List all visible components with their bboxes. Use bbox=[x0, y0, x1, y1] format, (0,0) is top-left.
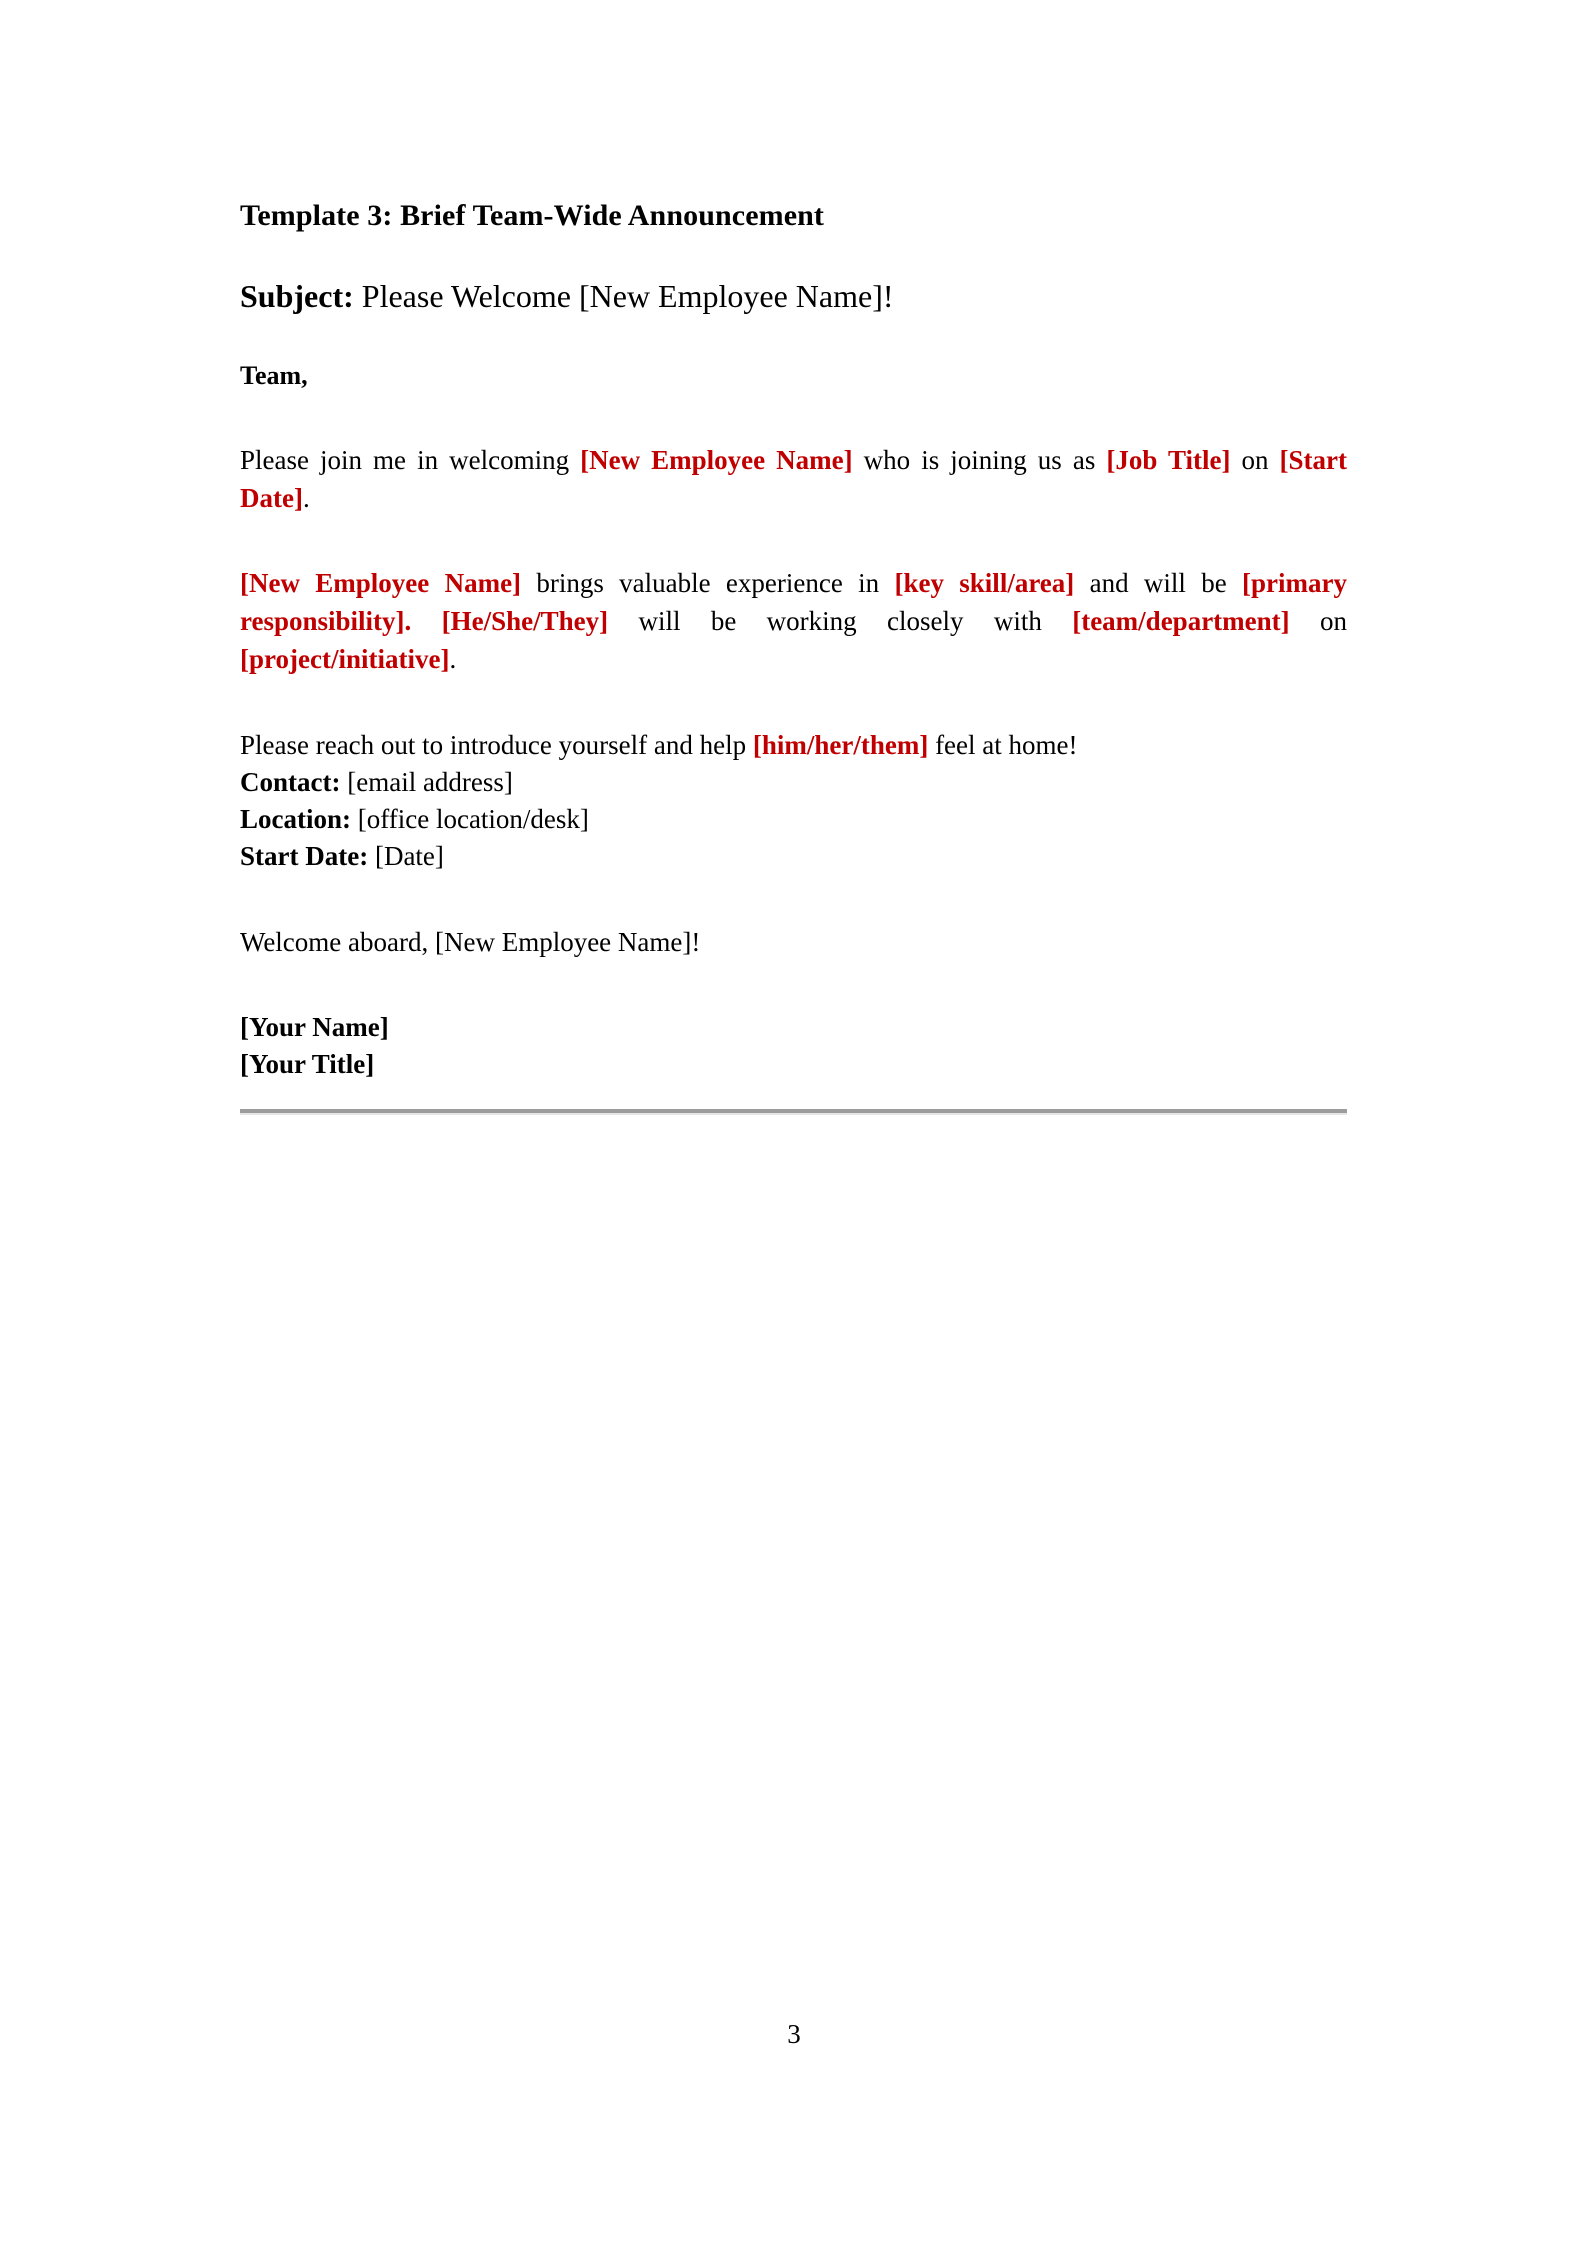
placeholder-project-initiative: [project/initiative] bbox=[240, 644, 450, 675]
placeholder-primary-responsibility: [primary responsibility]. bbox=[240, 567, 1347, 636]
intro-text-b: who is joining us as bbox=[852, 444, 1107, 475]
subject-line bbox=[240, 235, 1347, 318]
experience-text-b: and will be bbox=[1074, 567, 1243, 598]
placeholder-key-skill-area: [key skill/area] bbox=[894, 567, 1075, 598]
intro-text-c: on bbox=[1230, 444, 1280, 475]
detail-value-contact: [email address] bbox=[340, 766, 513, 797]
detail-label-location: Location: bbox=[240, 804, 351, 835]
detail-line-contact bbox=[240, 764, 1347, 801]
placeholder-new-employee-name-2: [New Employee Name] bbox=[240, 567, 522, 598]
subject-label: Subject: bbox=[240, 277, 354, 314]
experience-text-f: . bbox=[449, 644, 457, 675]
paragraph-intro bbox=[240, 393, 1347, 518]
detail-line-start-date bbox=[240, 838, 1347, 875]
experience-text-d: will be working closely with bbox=[608, 605, 1073, 636]
paragraph-experience bbox=[240, 518, 1347, 679]
experience-text-e: on bbox=[1289, 605, 1348, 636]
welcome-aboard-line: Welcome aboard, [New Employee Name]! bbox=[240, 926, 701, 957]
section-divider-wrap bbox=[240, 1083, 1347, 1113]
detail-label-start-date: Start Date: bbox=[240, 841, 369, 872]
detail-value-location: [office location/desk] bbox=[351, 804, 589, 835]
intro-text-a: Please join me in welcoming bbox=[240, 444, 581, 475]
salutation: Team, bbox=[240, 361, 308, 391]
document-body bbox=[240, 0, 1347, 1113]
reach-out-text-a: Please reach out to introduce yourself and help bbox=[240, 729, 753, 760]
section-divider bbox=[240, 1109, 1347, 1113]
detail-line-location bbox=[240, 801, 1347, 838]
intro-text-d: . bbox=[302, 483, 310, 514]
subject-value: Please Welcome [New Employee Name]! bbox=[353, 277, 894, 314]
placeholder-new-employee-name: [New Employee Name] bbox=[580, 444, 853, 475]
signature-name: [Your Name] bbox=[240, 1011, 389, 1042]
placeholder-job-title: [Job Title] bbox=[1106, 444, 1231, 475]
experience-text-a: brings valuable experience in bbox=[521, 567, 895, 598]
reach-out-text-b: feel at home! bbox=[928, 729, 1078, 760]
detail-label-contact: Contact: bbox=[240, 766, 341, 797]
experience-text-c bbox=[411, 606, 441, 636]
page-number: 3 bbox=[787, 2019, 801, 2049]
detail-value-start-date: [Date] bbox=[368, 841, 444, 872]
page-title: Template 3: Brief Team-Wide Announcement bbox=[240, 199, 825, 232]
paragraph-reach-out bbox=[240, 679, 1347, 764]
placeholder-pronoun-object: [him/her/them] bbox=[752, 729, 929, 760]
placeholder-pronoun-subject: [He/She/They] bbox=[441, 605, 609, 636]
placeholder-start-date: [Start Date] bbox=[240, 444, 1348, 514]
placeholder-team-department: [team/department] bbox=[1072, 605, 1290, 636]
signature-title: [Your Title] bbox=[240, 1049, 375, 1080]
